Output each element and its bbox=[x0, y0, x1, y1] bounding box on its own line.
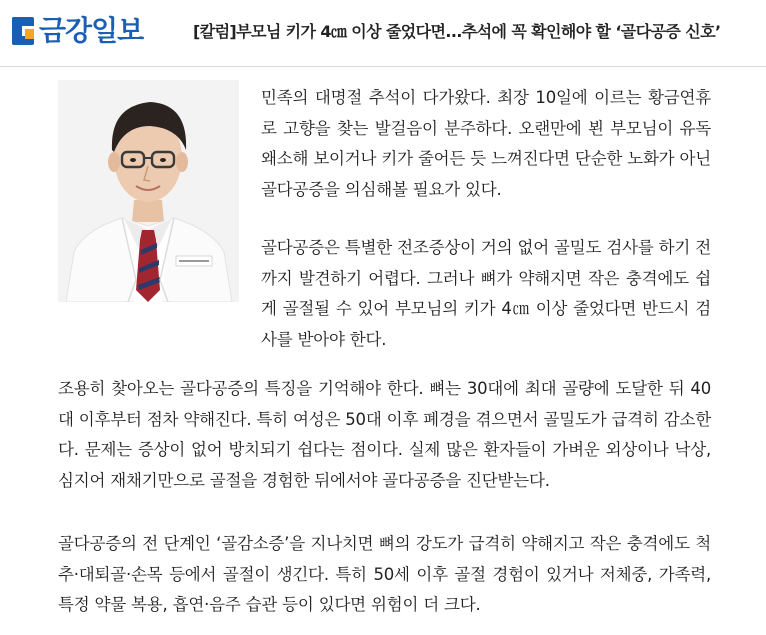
doctor-portrait-icon bbox=[58, 80, 239, 302]
article-paragraph-4: 골다공증의 전 단계인 ‘골감소증’을 지나치면 뼈의 강도가 급격히 약해지고 작은 충격에도 척추·대퇴골·손목 등에서 골절이 생긴다. 특히 50세 이후 골절 경험이 있거나 저체중, 가족력, 특정 약물 복용, 흡연·음주 습관 등이 있다면 위험이 더 크다. bbox=[58, 534, 711, 614]
article-paragraph-1: 민족의 대명절 추석이 다가왔다. 최장 10일에 이르는 황금연휴로 고향을 찾는 발걸음이 분주하다. 오랜만에 뵌 부모님이 유독 왜소해 보이거나 키가 줄어든 듯 느껴진다면 단순한 노화가 아닌 골다공증을 의심해볼 필요가 있다. bbox=[261, 88, 711, 199]
site-header bbox=[0, 0, 766, 67]
article-headline: [칼럼]부모님 키가 4㎝ 이상 줄었다면...추석에 꼭 확인해야 할 ‘골다공증 신호’ bbox=[193, 22, 721, 41]
logo-g-icon bbox=[12, 17, 36, 45]
article-paragraph-3: 조용히 찾아오는 골다공증의 특징을 기억해야 한다. 뼈는 30대에 최대 골량에 도달한 뒤 40대 이후부터 점차 약해진다. 특히 여성은 50대 이후 폐경을 겪으면서 골밀도가 급격히 감소한다. 문제는 증상이 없어 방치되기 쉽다는 점이다. 실제 많은 환자들이 가벼운 외상이나 낙상, 심지어 재채기만으로 골절을 경험한 뒤에서야 골다공증을 진단받는다. bbox=[58, 379, 711, 490]
site-logo[interactable] bbox=[12, 14, 143, 48]
logo-text: 금강일보 bbox=[39, 14, 144, 47]
article-paragraph-2: 골다공증은 특별한 전조증상이 거의 없어 골밀도 검사를 하기 전까지 발견하기 어렵다. 그러나 뼈가 약해지면 작은 충격에도 쉽게 골절될 수 있어 부모님의 키가 4㎝ 이상 줄었다면 반드시 검사를 받아야 한다. bbox=[261, 238, 711, 349]
